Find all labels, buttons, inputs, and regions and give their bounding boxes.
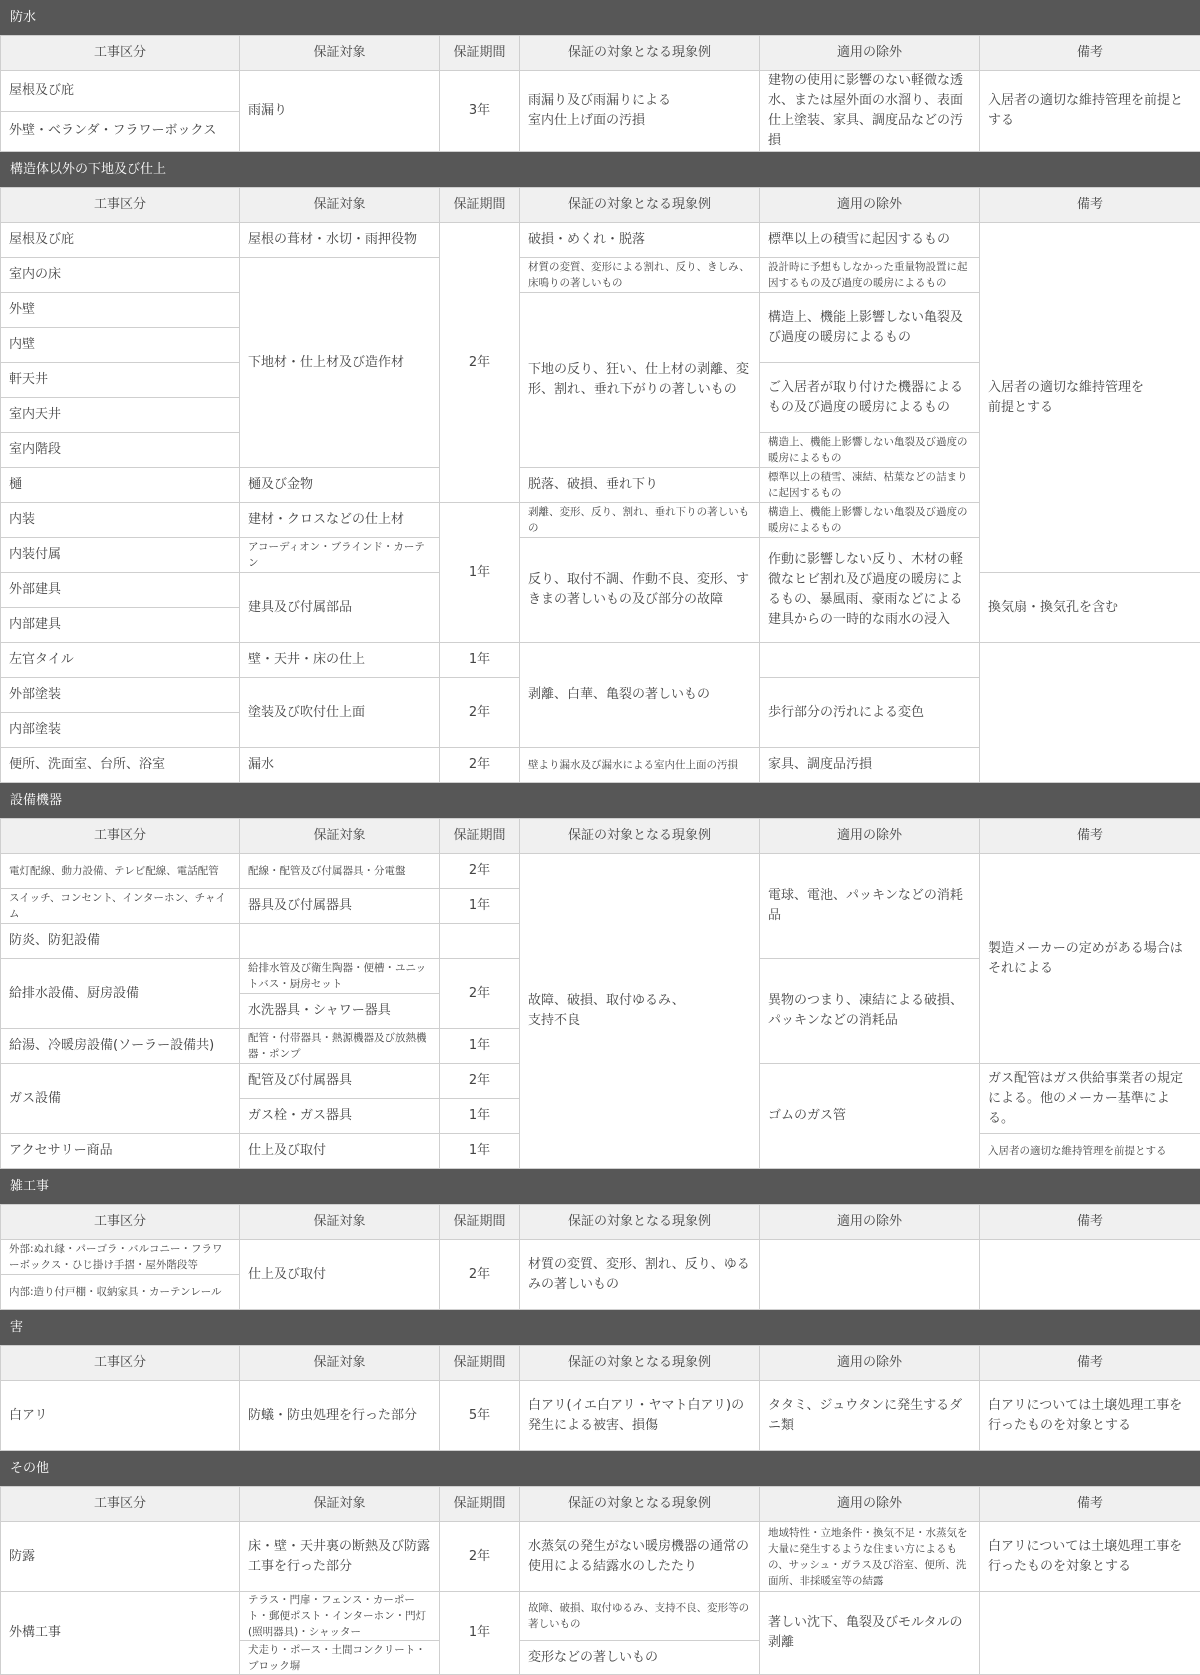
kubun-cell: 防炎、防犯設備 xyxy=(1,924,240,959)
kubun-cell: 内装 xyxy=(1,503,240,538)
kubun-cell: 室内の床 xyxy=(1,258,240,293)
col-header-jogai: 適用の除外 xyxy=(760,188,980,223)
biko-cell: 白アリについては土壌処理工事を行ったものを対象とする xyxy=(980,1381,1200,1451)
kubun-cell: 給排水設備、厨房設備 xyxy=(1,959,240,1029)
taisho-cell: 漏水 xyxy=(240,748,440,783)
genshou-cell: 剥離、白華、亀裂の著しいもの xyxy=(520,643,760,748)
taisho-cell: 仕上及び取付 xyxy=(240,1134,440,1169)
jogai-cell xyxy=(760,643,980,678)
genshou-cell: 材質の変質、変形、割れ、反り、ゆるみの著しいもの xyxy=(520,1240,760,1310)
kubun-cell: 内壁 xyxy=(1,328,240,363)
kubun-cell: 内部:造り付戸棚・収納家具・カーテンレール xyxy=(1,1275,240,1310)
header-row xyxy=(1,1205,1200,1240)
biko-cell xyxy=(980,1240,1200,1310)
col-header-biko: 備考 xyxy=(980,36,1200,71)
table-row xyxy=(1,1240,1200,1275)
jogai-cell: 標準以上の積雪、凍結、枯葉などの詰まりに起因するもの xyxy=(760,468,980,503)
col-header-kubun: 工事区分 xyxy=(1,188,240,223)
table-other xyxy=(0,1486,1200,1675)
header-row xyxy=(1,819,1200,854)
genshou-cell: 故障、破損、取付ゆるみ、 支持不良 xyxy=(520,854,760,1169)
col-header-taisho: 保証対象 xyxy=(240,1487,440,1522)
kubun-cell: 外部塗装 xyxy=(1,678,240,713)
biko-cell xyxy=(980,1592,1200,1675)
table-row xyxy=(1,854,1200,889)
biko-cell: 製造メーカーの定めがある場合はそれによる xyxy=(980,854,1200,1064)
taisho-cell: 塗装及び吹付仕上面 xyxy=(240,678,440,748)
taisho-cell: 水洗器具・シャワー器具 xyxy=(240,994,440,1029)
jogai-cell: 構造上、機能上影響しない亀裂及び過度の暖房によるもの xyxy=(760,293,980,363)
jogai-cell: 電球、電池、パッキンなどの消耗品 xyxy=(760,854,980,959)
kubun-cell: 給湯、冷暖房設備(ソーラー設備共) xyxy=(1,1029,240,1064)
kikan-cell: 1年 xyxy=(440,1134,520,1169)
taisho-cell: 雨漏り xyxy=(240,71,440,152)
kubun-cell: 内部建具 xyxy=(1,608,240,643)
kikan-cell: 1年 xyxy=(440,503,520,643)
kubun-cell: 軒天井 xyxy=(1,363,240,398)
kubun-cell: 屋根及び庇 xyxy=(1,71,240,112)
jogai-cell: 標準以上の積雪に起因するもの xyxy=(760,223,980,258)
jogai-cell xyxy=(760,1240,980,1310)
biko-cell: 換気扇・換気孔を含む xyxy=(980,573,1200,643)
table-row xyxy=(1,1381,1200,1451)
taisho-cell: 配線・配管及び付属器具・分電盤 xyxy=(240,854,440,889)
col-header-kubun: 工事区分 xyxy=(1,36,240,71)
kikan-cell: 5年 xyxy=(440,1381,520,1451)
section-header-other: その他 xyxy=(0,1451,1200,1486)
genshou-cell: 水蒸気の発生がない暖房機器の通常の使用による結露水のしたたり xyxy=(520,1522,760,1592)
taisho-cell: 下地材・仕上材及び造作材 xyxy=(240,258,440,468)
header-row xyxy=(1,36,1200,71)
header-row xyxy=(1,188,1200,223)
col-header-kikan: 保証期間 xyxy=(440,188,520,223)
kikan-cell: 2年 xyxy=(440,1522,520,1592)
taisho-cell: 仕上及び取付 xyxy=(240,1240,440,1310)
col-header-biko: 備考 xyxy=(980,1205,1200,1240)
kikan-cell: 1年 xyxy=(440,889,520,924)
col-header-jogai: 適用の除外 xyxy=(760,36,980,71)
col-header-genshou: 保証の対象となる現象例 xyxy=(520,1346,760,1381)
taisho-cell: 器具及び付属器具 xyxy=(240,889,440,924)
kikan-cell: 2年 xyxy=(440,959,520,1029)
genshou-cell: 壁より漏水及び漏水による室内仕上面の汚損 xyxy=(520,748,760,783)
header-row xyxy=(1,1487,1200,1522)
kubun-cell: 外部:ぬれ縁・パーゴラ・バルコニー・フラワーボックス・ひじ掛け手摺・屋外階段等 xyxy=(1,1240,240,1275)
kubun-cell: 電灯配線、動力設備、テレビ配線、電話配管 xyxy=(1,854,240,889)
genshou-cell: 材質の変質、変形による割れ、反り、きしみ、床鳴りの著しいもの xyxy=(520,258,760,293)
table-row xyxy=(1,223,1200,258)
kubun-cell: 便所、洗面室、台所、浴室 xyxy=(1,748,240,783)
kubun-cell: 左官タイル xyxy=(1,643,240,678)
col-header-taisho: 保証対象 xyxy=(240,819,440,854)
col-header-jogai: 適用の除外 xyxy=(760,819,980,854)
table-misc-work xyxy=(0,1204,1200,1310)
section-header-misc-work: 雑工事 xyxy=(0,1169,1200,1204)
col-header-taisho: 保証対象 xyxy=(240,1205,440,1240)
kikan-cell: 2年 xyxy=(440,1240,520,1310)
col-header-kubun: 工事区分 xyxy=(1,1346,240,1381)
col-header-genshou: 保証の対象となる現象例 xyxy=(520,36,760,71)
kubun-cell: 内部塗装 xyxy=(1,713,240,748)
col-header-kikan: 保証期間 xyxy=(440,1205,520,1240)
jogai-cell: 構造上、機能上影響しない亀裂及び過度の暖房によるもの xyxy=(760,433,980,468)
kubun-cell: 内装付属 xyxy=(1,538,240,573)
kubun-cell: 屋根及び庇 xyxy=(1,223,240,258)
taisho-cell: 壁・天井・床の仕上 xyxy=(240,643,440,678)
kikan-cell: 1年 xyxy=(440,643,520,678)
biko-cell: 入居者の適切な維持管理を 前提とする xyxy=(980,223,1200,573)
kubun-cell: 室内階段 xyxy=(1,433,240,468)
header-row xyxy=(1,1346,1200,1381)
taisho-cell: 配管及び付属器具 xyxy=(240,1064,440,1099)
kubun-cell: 樋 xyxy=(1,468,240,503)
table-row xyxy=(1,71,1200,112)
table-row xyxy=(1,643,1200,678)
jogai-cell: 歩行部分の汚れによる変色 xyxy=(760,678,980,748)
taisho-cell: 建材・クロスなどの仕上材 xyxy=(240,503,440,538)
kubun-cell: 白アリ xyxy=(1,1381,240,1451)
table-row xyxy=(1,1522,1200,1592)
taisho-cell: 樋及び金物 xyxy=(240,468,440,503)
section-header-finishing: 構造体以外の下地及び仕上 xyxy=(0,152,1200,187)
kubun-cell: 外構工事 xyxy=(1,1592,240,1675)
jogai-cell: 異物のつまり、凍結による破損、パッキンなどの消耗品 xyxy=(760,959,980,1064)
genshou-cell: 下地の反り、狂い、仕上材の剥離、変形、割れ、垂れ下がりの著しいもの xyxy=(520,293,760,468)
kubun-cell: 防露 xyxy=(1,1522,240,1592)
biko-cell: ガス配管はガス供給事業者の規定による。他のメーカー基準による。 xyxy=(980,1064,1200,1134)
genshou-cell: 雨漏り及び雨漏りによる 室内仕上げ面の汚損 xyxy=(520,71,760,152)
col-header-genshou: 保証の対象となる現象例 xyxy=(520,1487,760,1522)
kubun-cell: 外壁 xyxy=(1,293,240,328)
col-header-kikan: 保証期間 xyxy=(440,1346,520,1381)
kubun-cell: 室内天井 xyxy=(1,398,240,433)
jogai-cell: ゴムのガス管 xyxy=(760,1064,980,1169)
biko-cell xyxy=(980,643,1200,783)
kikan-cell: 1年 xyxy=(440,1099,520,1134)
section-header-waterproof: 防水 xyxy=(0,0,1200,35)
section-header-equipment: 設備機器 xyxy=(0,783,1200,818)
col-header-kikan: 保証期間 xyxy=(440,1487,520,1522)
kikan-cell: 2年 xyxy=(440,223,520,503)
jogai-cell: 地域特性・立地条件・換気不足・水蒸気を大量に発生するような住まい方によるもの、サッシュ・ガラス及び浴室、便所、洗面所、非採暖室等の結露 xyxy=(760,1522,980,1592)
table-row xyxy=(1,1592,1200,1641)
col-header-genshou: 保証の対象となる現象例 xyxy=(520,1205,760,1240)
taisho-cell: 建具及び付属部品 xyxy=(240,573,440,643)
kikan-cell xyxy=(440,924,520,959)
biko-cell: 入居者の適切な維持管理を前提とする xyxy=(980,1134,1200,1169)
genshou-cell: 白アリ(イエ白アリ・ヤマト白アリ)の発生による被害、損傷 xyxy=(520,1381,760,1451)
taisho-cell: 配管・付帯器具・熱源機器及び放熱機器・ポンプ xyxy=(240,1029,440,1064)
jogai-cell: 著しい沈下、亀裂及びモルタルの剥離 xyxy=(760,1592,980,1675)
taisho-cell xyxy=(240,924,440,959)
taisho-cell: 防蟻・防虫処理を行った部分 xyxy=(240,1381,440,1451)
kikan-cell: 1年 xyxy=(440,1592,520,1675)
taisho-cell: アコーディオン・ブラインド・カーテン xyxy=(240,538,440,573)
genshou-cell: 変形などの著しいもの xyxy=(520,1641,760,1675)
col-header-kikan: 保証期間 xyxy=(440,819,520,854)
taisho-cell: テラス・門扉・フェンス・カーポート・郵便ポスト・インターホン・門灯(照明器具)・シャッター xyxy=(240,1592,440,1641)
taisho-cell: 床・壁・天井裏の断熱及び防露工事を行った部分 xyxy=(240,1522,440,1592)
kikan-cell: 2年 xyxy=(440,748,520,783)
jogai-cell: タタミ、ジュウタンに発生するダニ類 xyxy=(760,1381,980,1451)
genshou-cell: 剥離、変形、反り、割れ、垂れ下りの著しいもの xyxy=(520,503,760,538)
col-header-biko: 備考 xyxy=(980,819,1200,854)
taisho-cell: 屋根の葺材・水切・雨押役物 xyxy=(240,223,440,258)
col-header-genshou: 保証の対象となる現象例 xyxy=(520,188,760,223)
col-header-jogai: 適用の除外 xyxy=(760,1346,980,1381)
taisho-cell: 給排水管及び衛生陶器・便槽・ユニットバス・厨房セット xyxy=(240,959,440,994)
jogai-cell: 作動に影響しない反り、木材の軽微なヒビ割れ及び過度の暖房によるもの、暴風雨、豪雨などによる建具からの一時的な雨水の浸入 xyxy=(760,538,980,643)
col-header-kubun: 工事区分 xyxy=(1,1205,240,1240)
genshou-cell: 破損・めくれ・脱落 xyxy=(520,223,760,258)
genshou-cell: 反り、取付不調、作動不良、変形、すきまの著しいもの及び部分の故障 xyxy=(520,538,760,643)
kubun-cell: 外部建具 xyxy=(1,573,240,608)
section-header-pest: 害 xyxy=(0,1310,1200,1345)
table-pest xyxy=(0,1345,1200,1451)
taisho-cell: ガス栓・ガス器具 xyxy=(240,1099,440,1134)
col-header-biko: 備考 xyxy=(980,1346,1200,1381)
jogai-cell: 建物の使用に影響のない軽微な透水、または屋外面の水溜り、表面仕上塗装、家具、調度品などの汚損 xyxy=(760,71,980,152)
taisho-cell: 犬走り・ポース・土間コンクリート・ブロック塀 xyxy=(240,1641,440,1675)
col-header-jogai: 適用の除外 xyxy=(760,1487,980,1522)
genshou-cell: 故障、破損、取付ゆるみ、支持不良、変形等の著しいもの xyxy=(520,1592,760,1641)
jogai-cell: ご入居者が取り付けた機器によるもの及び過度の暖房によるもの xyxy=(760,363,980,433)
col-header-biko: 備考 xyxy=(980,1487,1200,1522)
col-header-kikan: 保証期間 xyxy=(440,36,520,71)
table-equipment xyxy=(0,818,1200,1169)
kikan-cell: 2年 xyxy=(440,1064,520,1099)
kikan-cell: 1年 xyxy=(440,1029,520,1064)
kubun-cell: ガス設備 xyxy=(1,1064,240,1134)
kubun-cell: アクセサリー商品 xyxy=(1,1134,240,1169)
jogai-cell: 家具、調度品汚損 xyxy=(760,748,980,783)
kikan-cell: 3年 xyxy=(440,71,520,152)
col-header-biko: 備考 xyxy=(980,188,1200,223)
kubun-cell: 外壁・ベランダ・フラワーボックス xyxy=(1,111,240,152)
jogai-cell: 構造上、機能上影響しない亀裂及び過度の暖房によるもの xyxy=(760,503,980,538)
col-header-taisho: 保証対象 xyxy=(240,36,440,71)
col-header-kubun: 工事区分 xyxy=(1,819,240,854)
table-finishing xyxy=(0,187,1200,783)
col-header-genshou: 保証の対象となる現象例 xyxy=(520,819,760,854)
col-header-kubun: 工事区分 xyxy=(1,1487,240,1522)
biko-cell: 白アリについては土壌処理工事を行ったものを対象とする xyxy=(980,1522,1200,1592)
jogai-cell: 設計時に予想もしなかった重量物設置に起因するもの及び過度の暖房によるもの xyxy=(760,258,980,293)
kubun-cell: スイッチ、コンセント、インターホン、チャイム xyxy=(1,889,240,924)
genshou-cell: 脱落、破損、垂れ下り xyxy=(520,468,760,503)
biko-cell: 入居者の適切な維持管理を前提とする xyxy=(980,71,1200,152)
col-header-taisho: 保証対象 xyxy=(240,188,440,223)
table-waterproof xyxy=(0,35,1200,152)
kikan-cell: 2年 xyxy=(440,678,520,748)
kikan-cell: 2年 xyxy=(440,854,520,889)
col-header-taisho: 保証対象 xyxy=(240,1346,440,1381)
col-header-jogai: 適用の除外 xyxy=(760,1205,980,1240)
